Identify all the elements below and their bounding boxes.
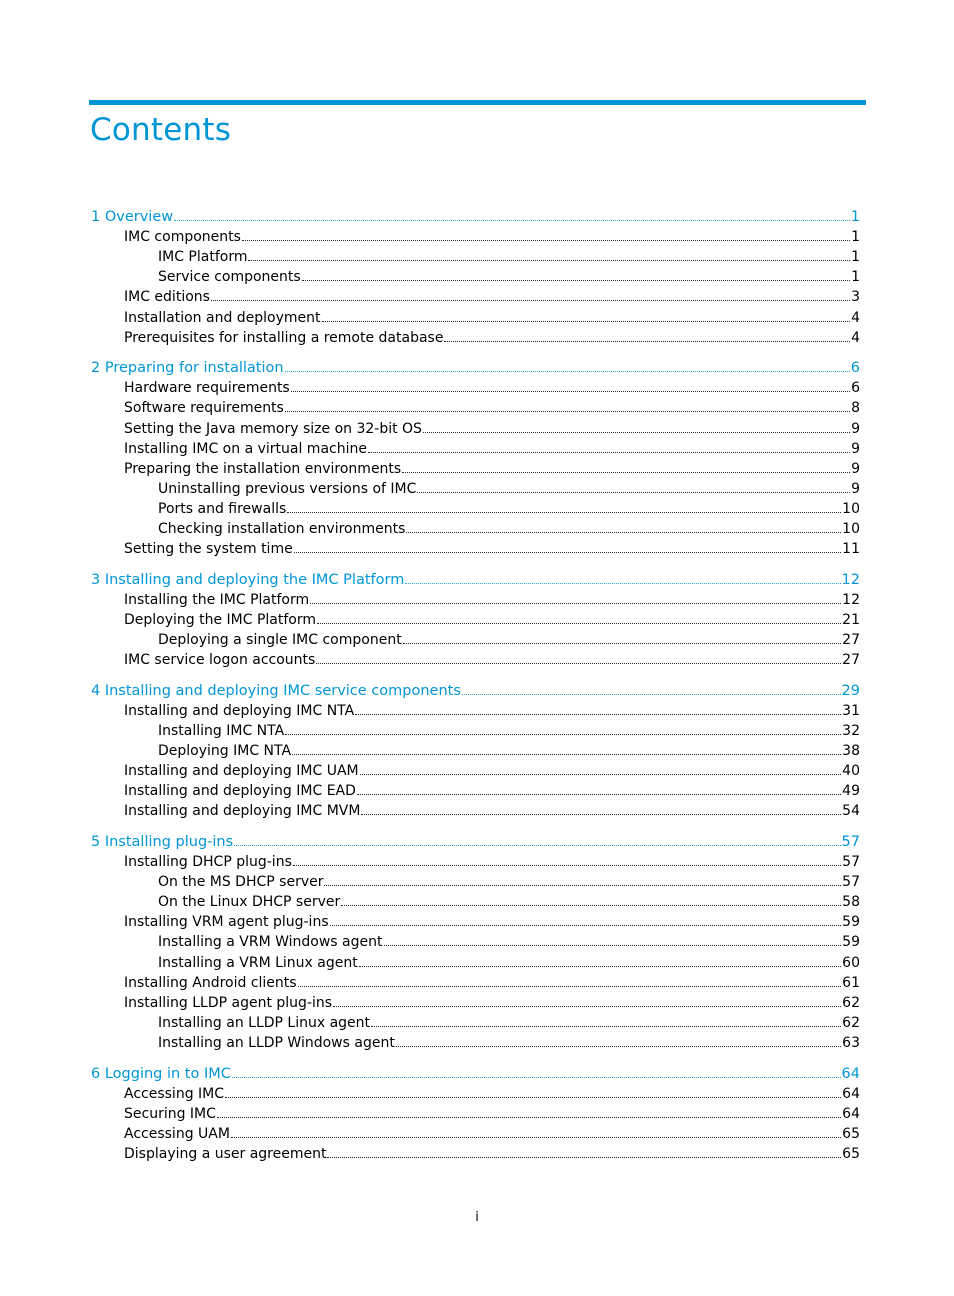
toc-entry-label: Installing IMC on a virtual machine: [124, 440, 367, 457]
toc-entry-label: 4 Installing and deploying IMC service components: [91, 682, 461, 699]
toc-entry-label: 3 Installing and deploying the IMC Platform: [91, 571, 405, 588]
dot-leader: [298, 986, 842, 987]
toc-entry[interactable]: [124, 378, 860, 398]
toc-entry-label: Installation and deployment: [124, 309, 321, 326]
toc-entry-page: 58: [842, 894, 860, 911]
toc-entry-page: 10: [842, 521, 860, 537]
toc-entry[interactable]: [124, 801, 860, 821]
toc-entry[interactable]: [158, 630, 860, 650]
toc-entry[interactable]: [124, 852, 860, 872]
toc-entry[interactable]: [124, 1084, 860, 1104]
toc-entry-page: 63: [842, 1034, 860, 1051]
toc-entry-page: 49: [842, 783, 860, 800]
toc-entry-page: 65: [842, 1125, 860, 1142]
toc-entry-label: Installing the IMC Platform: [124, 591, 310, 608]
toc-entry-page: 21: [842, 611, 860, 628]
toc-entry-page: 59: [842, 914, 860, 931]
toc-entry-label: Setting the system time: [124, 541, 293, 558]
toc-entry-label: Installing LLDP agent plug-ins: [124, 994, 333, 1011]
toc-entry[interactable]: [158, 247, 860, 267]
toc-entry-page: 9: [851, 440, 860, 457]
toc-entry[interactable]: [124, 1124, 860, 1144]
toc-entry-page: 9: [851, 460, 860, 477]
toc-entry-label: Accessing UAM: [124, 1125, 230, 1142]
toc-entry-page: 57: [841, 833, 860, 850]
toc-entry-label: IMC Platform: [158, 249, 248, 266]
dot-leader: [333, 1006, 841, 1007]
dot-leader: [355, 714, 841, 715]
dot-leader: [371, 1026, 841, 1027]
toc-entry[interactable]: [124, 419, 860, 439]
toc-entry-page: 61: [842, 974, 860, 991]
toc-entry-label: IMC components: [124, 229, 241, 246]
toc-entry[interactable]: [158, 741, 860, 761]
toc-entry-label: Deploying a single IMC component: [158, 632, 402, 648]
toc-entry[interactable]: [124, 650, 860, 670]
toc-entry[interactable]: [124, 973, 860, 993]
toc-entry-label: Displaying a user agreement: [124, 1145, 327, 1162]
dot-leader: [316, 663, 841, 664]
toc-entry[interactable]: [158, 1013, 860, 1033]
toc-entry[interactable]: [158, 519, 860, 539]
toc-entry[interactable]: [124, 227, 860, 247]
toc-entry-page: 8: [851, 400, 860, 417]
toc-entry[interactable]: [124, 308, 860, 328]
toc-entry[interactable]: [124, 328, 860, 348]
toc-entry-page: 10: [842, 500, 860, 517]
toc-entry-label: Prerequisites for installing a remote database: [124, 329, 444, 346]
dot-leader: [174, 220, 850, 221]
toc-entry-label: Installing and deploying IMC UAM: [124, 763, 359, 780]
dot-leader: [359, 966, 841, 967]
toc-entry[interactable]: [158, 479, 860, 499]
page-title: Contents: [90, 112, 232, 148]
toc-entry-label: Installing an LLDP Linux agent: [158, 1014, 371, 1031]
toc-entry-page: 1: [851, 249, 860, 266]
dot-leader: [402, 472, 850, 473]
toc-entry-label: 2 Preparing for installation: [91, 360, 284, 377]
toc-entry[interactable]: [158, 267, 860, 287]
dot-leader: [217, 1117, 841, 1118]
toc-entry-label: Checking installation environments: [158, 521, 406, 537]
toc-entry[interactable]: [158, 953, 860, 973]
dot-leader: [403, 643, 841, 644]
toc-entry-page: 9: [851, 480, 860, 497]
toc-entry-label: 6 Logging in to IMC: [91, 1065, 231, 1082]
toc-entry-label: Uninstalling previous versions of IMC: [158, 480, 417, 497]
dot-leader: [423, 432, 850, 433]
dot-leader: [317, 623, 841, 624]
toc-entry-page: 40: [842, 763, 860, 780]
toc-entry-page: 38: [842, 743, 860, 759]
toc-entry-label: Installing IMC NTA: [158, 722, 285, 739]
toc-entry[interactable]: [124, 993, 860, 1013]
toc-entry-page: 57: [842, 874, 860, 891]
toc-entry-page: 54: [842, 803, 860, 820]
dot-leader: [417, 492, 850, 493]
toc-entry-label: Accessing IMC: [124, 1085, 225, 1102]
dot-leader: [310, 603, 841, 604]
toc-entry-page: 31: [842, 702, 860, 719]
toc-entry-page: 64: [842, 1085, 860, 1102]
toc-entry-page: 64: [842, 1105, 860, 1122]
toc-chapter-entry[interactable]: [91, 570, 860, 590]
toc-entry-label: IMC editions: [124, 289, 210, 306]
toc-entry-label: Installing Android clients: [124, 974, 297, 991]
toc-entry-label: Installing DHCP plug-ins: [124, 854, 292, 870]
dot-leader: [248, 260, 850, 261]
toc-entry[interactable]: [158, 932, 860, 952]
dot-leader: [361, 814, 841, 815]
toc-entry-page: 9: [851, 420, 860, 437]
dot-leader: [384, 945, 842, 946]
toc-entry-page: 1: [851, 269, 860, 286]
toc-entry-label: Setting the Java memory size on 32-bit OS: [124, 420, 422, 437]
toc-chapter-entry[interactable]: [91, 832, 860, 852]
dot-leader: [302, 280, 850, 281]
toc-entry[interactable]: [124, 701, 860, 721]
toc-entry-label: Deploying the IMC Platform: [124, 611, 317, 628]
toc-entry-label: Installing and deploying IMC MVM: [124, 803, 361, 820]
toc-chapter-entry[interactable]: [91, 358, 860, 378]
toc-entry-page: 59: [842, 934, 860, 951]
toc-entry-page: 1: [850, 209, 860, 225]
toc-entry[interactable]: [124, 761, 860, 781]
toc-entry-page: 6: [850, 360, 860, 377]
dot-leader: [285, 411, 850, 412]
toc-entry-page: 32: [842, 722, 860, 739]
toc-entry-label: On the Linux DHCP server: [158, 894, 341, 911]
toc-entry-page: 27: [842, 652, 860, 669]
dot-leader: [396, 1046, 841, 1047]
dot-leader: [330, 925, 842, 926]
toc-entry-page: 65: [842, 1145, 860, 1162]
toc-entry[interactable]: [124, 439, 860, 459]
toc-entry[interactable]: [124, 610, 860, 630]
toc-entry-label: Installing a VRM Linux agent: [158, 954, 358, 971]
toc-entry-label: 5 Installing plug-ins: [91, 833, 234, 850]
toc-entry-page: 3: [851, 289, 860, 306]
toc-entry-page: 11: [842, 541, 860, 558]
toc-entry[interactable]: [124, 459, 860, 479]
toc-entry-page: 64: [841, 1065, 860, 1082]
toc-entry[interactable]: [124, 1144, 860, 1164]
dot-leader: [292, 754, 841, 755]
dot-leader: [287, 512, 841, 513]
dot-leader: [327, 1157, 841, 1158]
dot-leader: [324, 885, 841, 886]
dot-leader: [357, 794, 841, 795]
toc-entry-label: Ports and firewalls: [158, 500, 287, 517]
dot-leader: [444, 341, 850, 342]
toc-entry[interactable]: [124, 781, 860, 801]
toc-entry-label: Deploying IMC NTA: [158, 743, 292, 759]
toc-entry-page: 60: [842, 954, 860, 971]
dot-leader: [406, 532, 841, 533]
dot-leader: [291, 391, 850, 392]
dot-leader: [234, 845, 840, 846]
toc-entry-label: 1 Overview: [91, 209, 174, 225]
page-number: i: [475, 1210, 479, 1225]
toc-entry-label: On the MS DHCP server: [158, 874, 324, 891]
dot-leader: [232, 1077, 841, 1078]
toc-entry-label: Hardware requirements: [124, 380, 290, 397]
toc-entry-page: 4: [851, 309, 860, 326]
toc-entry-page: 62: [842, 994, 860, 1011]
dot-leader: [231, 1137, 841, 1138]
toc-chapter-entry[interactable]: [91, 207, 860, 227]
dot-leader: [322, 321, 851, 322]
toc-entry[interactable]: [124, 398, 860, 418]
dot-leader: [293, 865, 841, 866]
toc-entry-page: 4: [851, 329, 860, 346]
dot-leader: [285, 734, 841, 735]
toc-entry-label: Securing IMC: [124, 1105, 216, 1122]
toc-entry[interactable]: [124, 287, 860, 307]
toc-chapter-entry[interactable]: [91, 681, 860, 701]
toc-entry-label: Installing a VRM Windows agent: [158, 934, 383, 951]
toc-entry-label: Service components: [158, 269, 301, 286]
toc-entry-page: 27: [842, 632, 860, 648]
toc-entry-label: Installing and deploying IMC EAD: [124, 783, 356, 800]
dot-leader: [462, 694, 841, 695]
toc-entry-label: IMC service logon accounts: [124, 652, 316, 669]
dot-leader: [405, 583, 840, 584]
toc-entry-label: Preparing the installation environments: [124, 460, 402, 477]
toc-entry[interactable]: [158, 499, 860, 519]
toc-entry-page: 57: [842, 854, 860, 870]
toc-entry-page: 12: [842, 591, 860, 608]
toc-entry[interactable]: [124, 1104, 860, 1124]
toc-entry-page: 29: [841, 682, 860, 699]
toc-entry-page: 1: [851, 229, 860, 246]
toc-entry-label: Installing and deploying IMC NTA: [124, 702, 355, 719]
toc-entry-label: Installing VRM agent plug-ins: [124, 914, 329, 931]
dot-leader: [285, 371, 850, 372]
dot-leader: [225, 1097, 841, 1098]
toc-entry-page: 12: [841, 571, 860, 588]
toc-entry[interactable]: [124, 590, 860, 610]
toc-chapter-entry[interactable]: [91, 1064, 860, 1084]
toc-entry-label: Software requirements: [124, 400, 284, 417]
toc-entry-page: 62: [842, 1014, 860, 1031]
dot-leader: [341, 905, 841, 906]
dot-leader: [211, 300, 850, 301]
dot-leader: [360, 774, 842, 775]
toc-entry[interactable]: [124, 912, 860, 932]
toc-entry-label: Installing an LLDP Windows agent: [158, 1034, 395, 1051]
toc-entry[interactable]: [158, 872, 860, 892]
dot-leader: [368, 452, 850, 453]
toc-entry[interactable]: [158, 892, 860, 912]
dot-leader: [294, 552, 841, 553]
dot-leader: [242, 240, 850, 241]
toc-entry[interactable]: [124, 539, 860, 559]
toc-entry[interactable]: [158, 721, 860, 741]
toc-entry[interactable]: [158, 1033, 860, 1053]
toc-entry-page: 6: [851, 380, 860, 397]
